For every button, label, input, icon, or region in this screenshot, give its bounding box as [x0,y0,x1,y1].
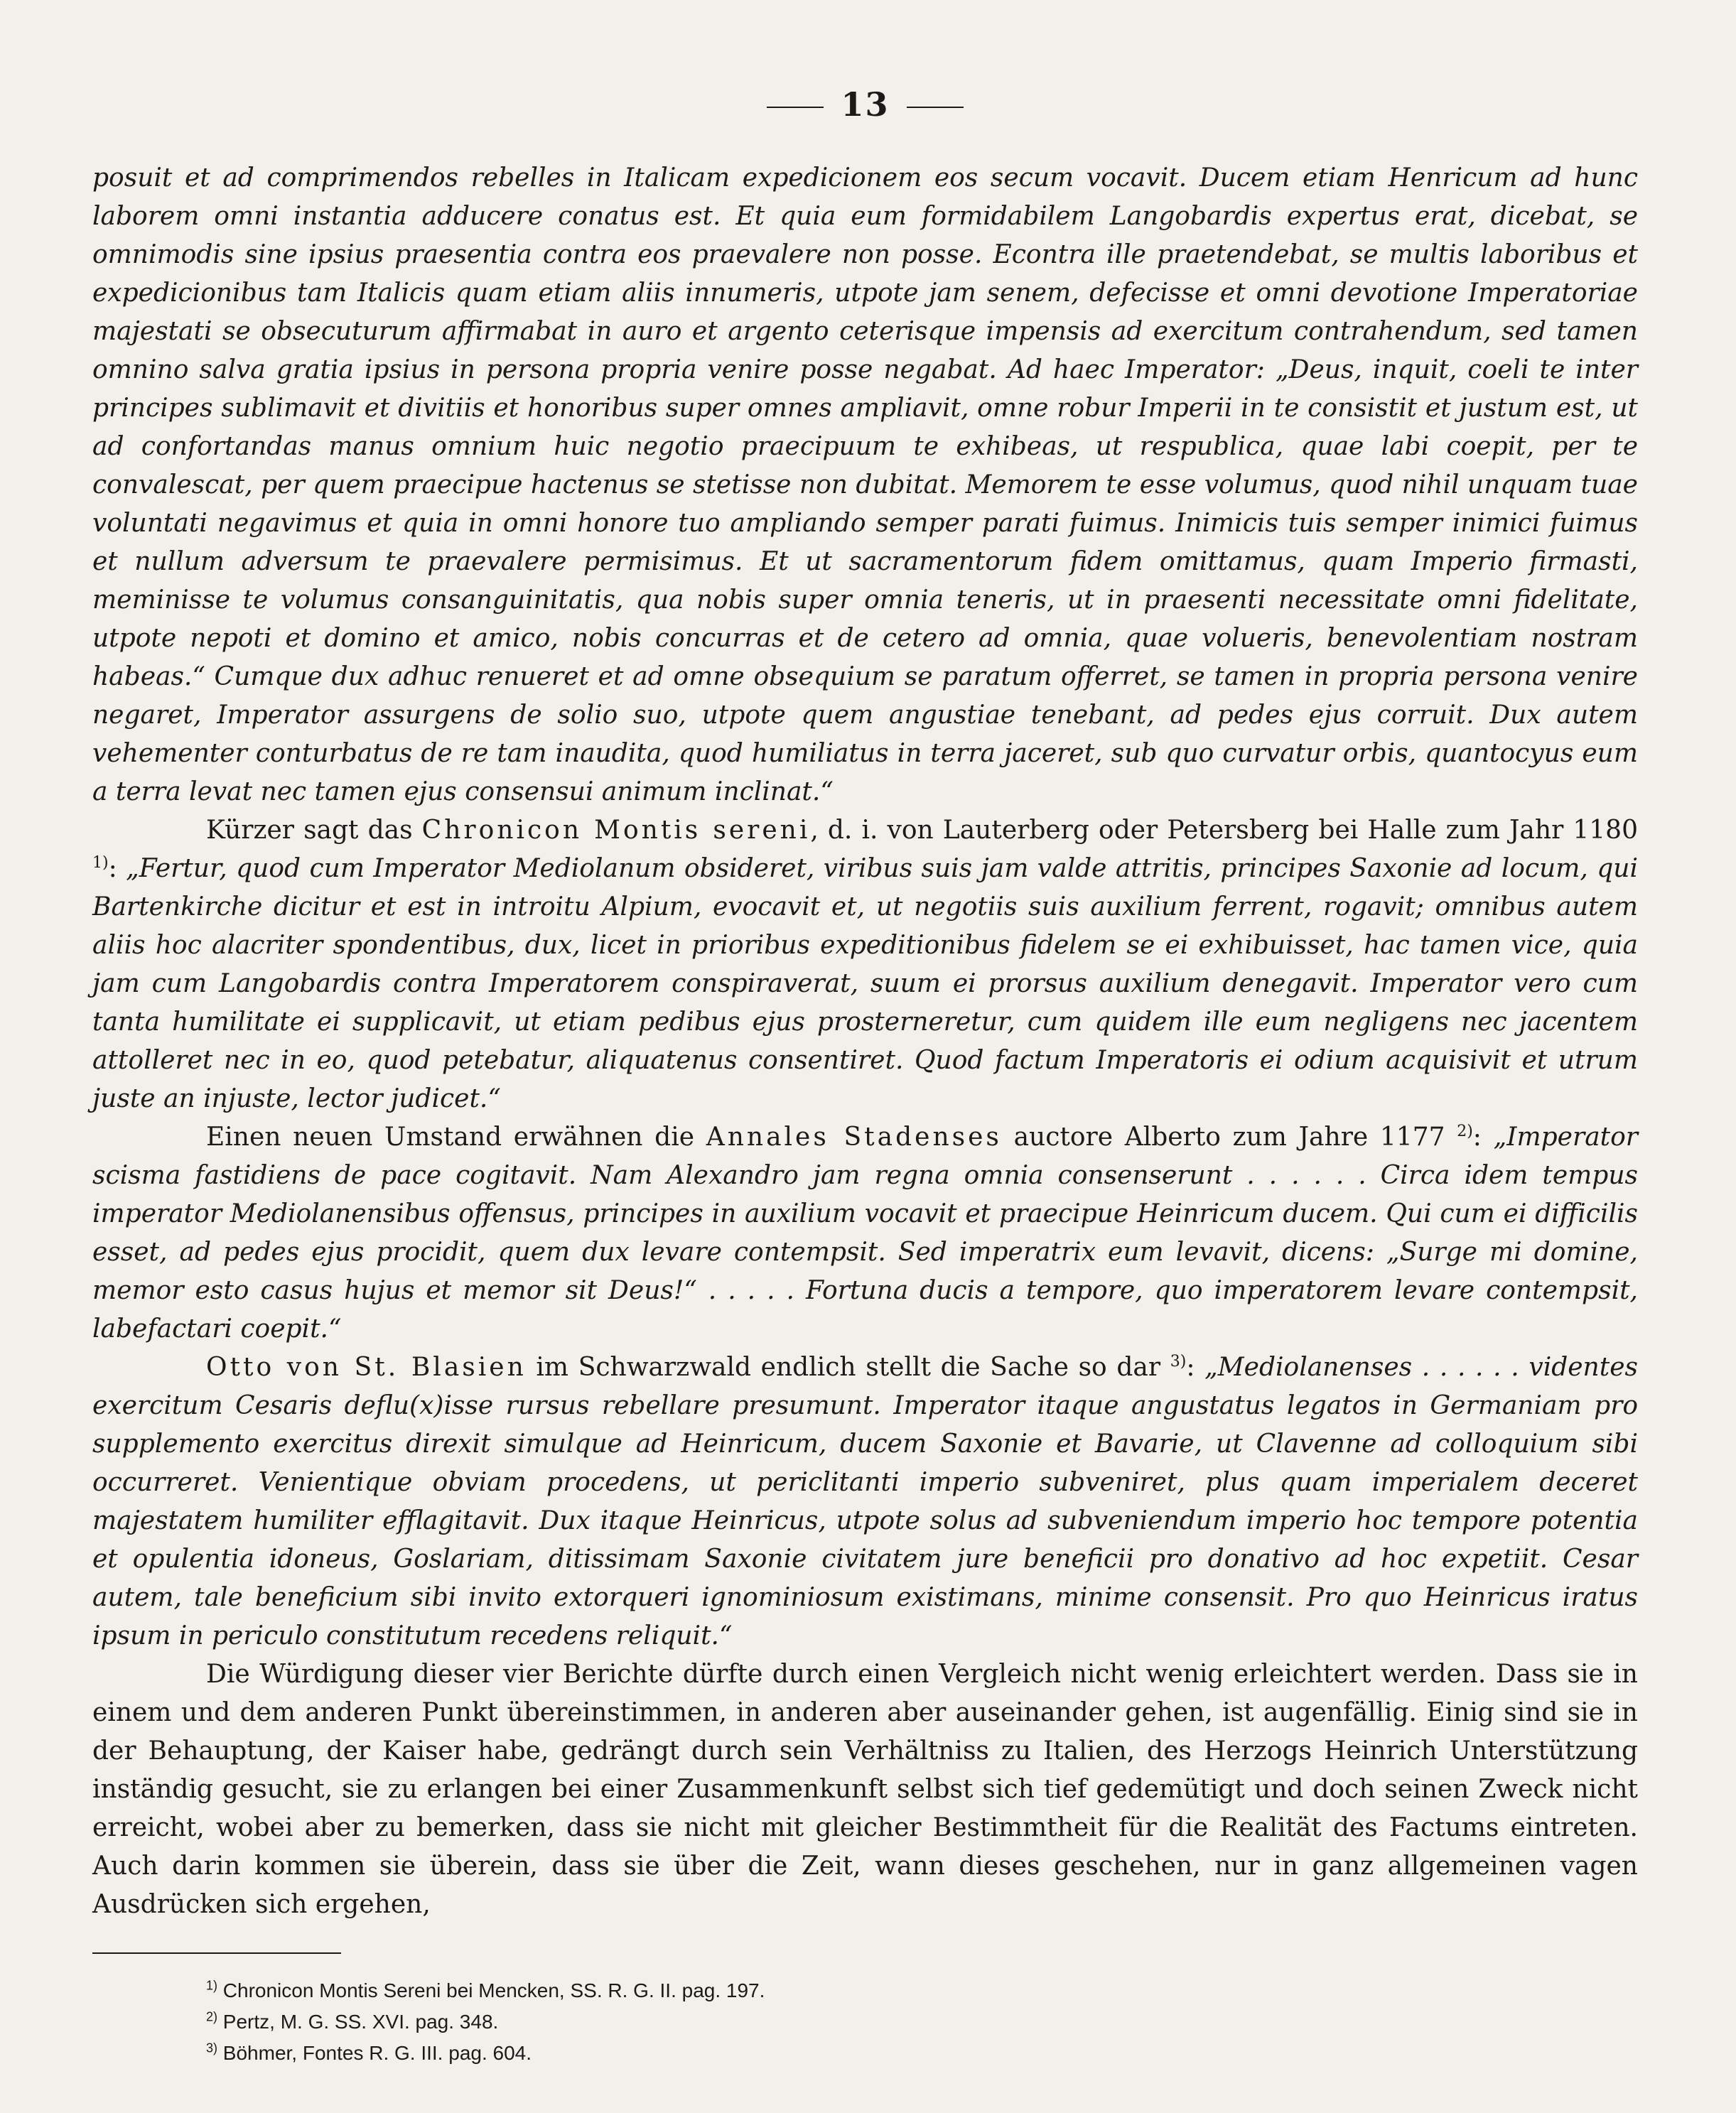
paragraph [92,1349,1638,1655]
footnotes [92,1975,1638,2069]
text-run: auctore Alberto zum Jahre 1177 [1001,1123,1457,1152]
source-title: Annales Stadenses [706,1123,1002,1152]
page-number-header [92,85,1638,124]
text-run: Kürzer sagt das [206,816,422,845]
footnote-text: Pertz, M. G. SS. XVI. pag. 348. [217,2011,499,2033]
footnote-reference: 1) [92,854,109,872]
page-number: 13 [841,85,890,124]
footnote-divider [92,1952,341,1954]
latin-quotation: posuit et ad comprimendos rebelles in Italicam expedicionem eos secum vocavit. Ducem etiam Henricum ad hunc laborem omni instantia adducere conatus est. Et quia eum formidabilem Langobardis expertus erat, dicebat, se omnimodis sine ipsius praesentia contra eos praevalere non posse. Econtra ille praetendebat, se multis laboribus et expedicionibus tam Italicis quam etiam aliis innumeris, utpote jam senem, defecisse et omni devotione Imperatoriae majestati se obsecuturum affirmabat in auro et argento ceterisque impensis ad exercitum contrahendum, sed tamen omnino salva gratia ipsius in persona propria venire posse negabat. Ad haec Imperator: „Deus, inquit, coeli te inter principes sublimavit et divitiis et honoribus super omnes ampliavit, omne robur Imperii in te consistit et justum est, ut ad confortandas manus omnium huic negotio praecipuum te exhibeas, ut respublica, quae labi coepit, per te convalescat, per quem praecipue hactenus se stetisse non dubitat. Memorem te esse volumus, quod nihil unquam tuae voluntati negavimus et quia in omni honore tuo ampliando semper parati fuimus. Inimicis tuis semper inimici fuimus et nullum adversum te praevalere permisimus. Et ut sacramentorum fidem omittamus, quam Imperio firmasti, meminisse te volumus consanguinitatis, qua nobis super omnia teneris, ut in praesenti necessitate omni fidelitate, utpote nepoti et domino et amico, nobis concurras et de cetero ad omnia, quae volueris, benevolentiam nostram habeas.“ Cumque dux adhuc renueret et ad omne obsequium se paratum offerret, se tamen in propria persona venire negaret, Imperator assurgens de solio suo, utpote quem angustiae tenebant, ad pedes ejus corruit. Dux autem vehementer conturbatus de re tam inaudita, quod humiliatus in terra jaceret, sub quo curvatur orbis, quantocyus eum a terra levat nec tamen ejus consensui animum inclinat.“ [92,163,1638,806]
text-run: Einen neuen Umstand erwähnen die [206,1123,706,1152]
latin-quotation: „Imperator scisma fastidiens de pace cogitavit. Nam Alexandro jam regna omnia consenserunt . . . . . . Circa idem tempus imperator Mediolanensibus offensus, principes in auxilium vocavit et praecipue Heinricum ducem. Qui cum ei difficilis esset, ad pedes ejus procidit, quem dux levare contempsit. Sed imperatrix eum levavit, dicens: „Surge mi domine, memor esto casus hujus et memor sit Deus!“ . . . . . Fortuna ducis a tempore, quo imperatorem levare contempsit, labefactari coepit.“ [92,1123,1639,1344]
body-text [92,159,1638,1924]
footnote-mark: 3) [206,2041,218,2055]
dash-right [907,107,964,108]
footnote [206,2006,1638,2038]
footnote-text: Chronicon Montis Sereni bei Mencken, SS. R. G. II. pag. 197. [217,1979,765,2001]
text-run: im Schwarzwald endlich stellt die Sache so dar [526,1353,1170,1382]
paragraph [92,811,1638,1118]
source-title: Otto von St. Blasien [206,1353,527,1382]
footnote-mark: 1) [206,1978,218,1993]
footnote-mark: 2) [206,2009,218,2024]
paragraph [92,1118,1638,1349]
text-run: : [1186,1353,1205,1382]
text-run: : [1472,1123,1494,1152]
footnote [206,2038,1638,2069]
latin-quotation: „Fertur, quod cum Imperator Mediolanum obsideret, viribus suis jam valde attritis, principes Saxonie ad locum, qui Bartenkirche dicitur et est in introitu Alpium, evocavit et, ut negotiis suis auxilium ferrent, rogavit; omnibus autem aliis hoc alacriter spondentibus, dux, licet in prioribus expeditionibus fidelem se ei exhibuisset, hac tamen vice, quia jam cum Langobardis contra Imperatorem conspiraverat, suum ei prorsus auxilium denegavit. Imperator vero cum tanta humilitate ei supplicavit, ut etiam pedibus ejus prosterneretur, cum quidem ille eum negligens nec jacentem attolleret nec in eo, quod petebatur, aliquatenus consentiret. Quod factum Imperatoris ei odium acquisivit et utrum juste an injuste, lector judicet.“ [92,854,1638,1113]
paragraph [92,159,1638,811]
footnote-reference: 3) [1170,1353,1187,1371]
document-page [92,85,1638,2069]
text-run: : [108,854,126,883]
footnote-reference: 2) [1457,1123,1473,1140]
latin-quotation: „Mediolanenses . . . . . . videntes exercitum Cesaris deflu(x)isse rursus rebellare presumunt. Imperator itaque angustatus legatos in Germaniam pro supplemento exercitus direxit simulque ad Heinricum, ducem Saxonie et Bavarie, ut Clavenne ad colloquium sibi occurreret. Venientique obviam procedens, ut periclitanti imperio subveniret, plus quam imperialem deceret majestatem humiliter efflagitavit. Dux itaque Heinricus, utpote solus ad subveniendum imperio hoc tempore potentia et opulentia idoneus, Goslariam, ditissimam Saxonie civitatem jure beneficii pro donativo ad hoc expetiit. Cesar autem, tale beneficium sibi invito extorqueri ignominiosum existimans, minime consensit. Pro quo Heinricus iratus ipsum in periculo constitutum recedens reliquit.“ [92,1353,1638,1650]
text-run: , d. i. von Lauterberg oder Petersberg bei Halle zum Jahr 1180 [810,816,1638,845]
footnote [206,1975,1638,2006]
paragraph [92,1655,1638,1924]
dash-left [767,107,824,108]
text-run: Die Würdigung dieser vier Berichte dürfte durch einen Vergleich nicht wenig erleichtert werden. Dass sie in einem und dem anderen Punkt übereinstimmen, in anderen aber auseinander gehen, ist augenfällig. Einig sind sie in der Behauptung, der Kaiser habe, gedrängt durch sein Verhältniss zu Italien, des Herzogs Heinrich Unterstützung inständig gesucht, sie zu erlangen bei einer Zusammenkunft selbst sich tief gedemütigt und doch seinen Zweck nicht erreicht, wobei aber zu bemerken, dass sie nicht mit gleicher Bestimmtheit für die Realität des Factums eintreten. Auch darin kommen sie überein, dass sie über die Zeit, wann dieses geschehen, nur in ganz allgemeinen vagen Ausdrücken sich ergehen, [92,1660,1638,1919]
footnote-text: Böhmer, Fontes R. G. III. pag. 604. [217,2042,532,2064]
source-title: Chronicon Montis sereni [421,816,811,845]
